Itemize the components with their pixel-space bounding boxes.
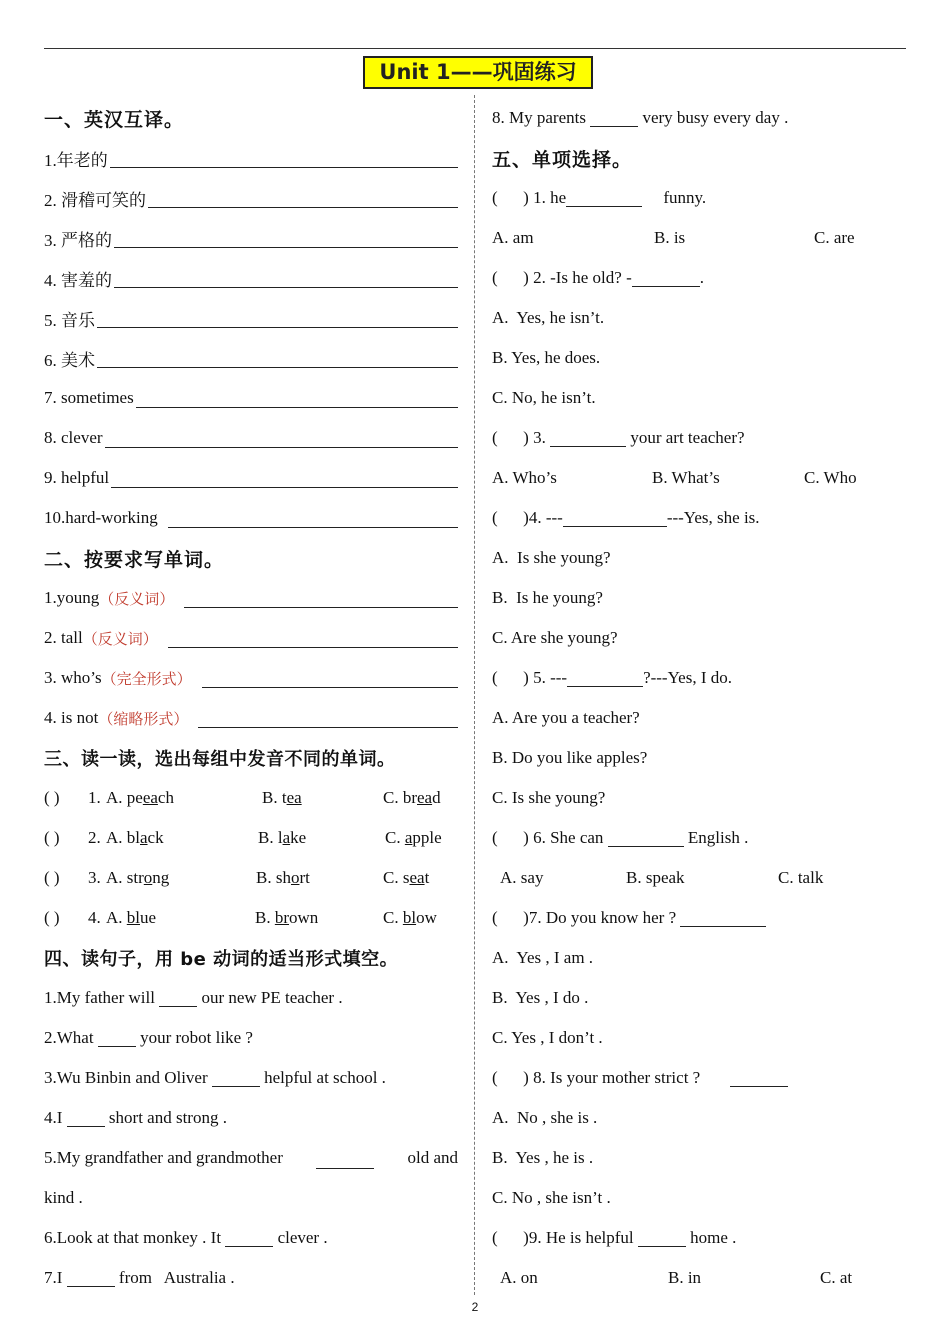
s4-item-6: 6.Look at that monkey . It clever . <box>44 1228 328 1247</box>
answer-line[interactable] <box>111 469 458 488</box>
s2-item-4: 4. is not （缩略形式） <box>44 698 458 738</box>
s5-q6: ( ) 6. She can English . <box>492 828 749 847</box>
s3-item-3: ( ) 3. A. strong B. short C. seat <box>44 868 430 887</box>
answer-line[interactable] <box>110 149 458 168</box>
s4-item-4: 4.I short and strong . <box>44 1108 227 1127</box>
s3-item-4: ( ) 4. A. blue B. brown C. blow <box>44 908 437 927</box>
s1-item-1: 1.年老的 <box>44 138 458 178</box>
answer-blank[interactable] <box>680 910 766 927</box>
s5-q8-c[interactable]: C. No , she isn’t . <box>492 1188 611 1207</box>
s5-q7-a[interactable]: A. Yes , I am . <box>492 948 594 967</box>
s2-item-3: 3. who’s （完全形式） <box>44 658 458 698</box>
s5-q2: ( ) 2. -Is he old? - . <box>492 268 704 287</box>
answer-blank[interactable] <box>98 1030 136 1047</box>
s4-item-1: 1.My father will our new PE teacher . <box>44 988 343 1007</box>
left-column <box>44 98 458 1298</box>
answer-blank[interactable] <box>212 1070 260 1087</box>
column-divider <box>474 95 475 1295</box>
s5-q4: ( ) 4. --- ---Yes, she is. <box>492 508 760 527</box>
option-c[interactable]: C. talk <box>778 868 824 887</box>
option-a[interactable]: A. Who’s <box>492 468 557 487</box>
answer-blank[interactable] <box>67 1110 105 1127</box>
s5-q5: ( ) 5. --- ?---Yes, I do. <box>492 668 732 687</box>
option-a[interactable]: A. am <box>492 228 534 247</box>
s5-q1: ( ) 1. he funny. <box>492 188 707 207</box>
s1-item-8: 8. clever <box>44 418 458 458</box>
s5-q7: ( ) 7. Do you know her ? <box>492 898 887 938</box>
option-c[interactable]: C. at <box>820 1268 853 1287</box>
answer-blank[interactable] <box>225 1230 273 1247</box>
answer-line[interactable] <box>114 229 458 248</box>
s5-q2-c[interactable]: C. No, he isn’t. <box>492 388 596 407</box>
answer-blank[interactable] <box>316 1152 374 1169</box>
s5-q7-c[interactable]: C. Yes , I don’t . <box>492 1028 603 1047</box>
s1-item-9: 9. helpful <box>44 458 458 498</box>
s5-q3: ( ) 3. your art teacher? <box>492 428 745 447</box>
s5-q5-a[interactable]: A. Are you a teacher? <box>492 708 640 727</box>
answer-line[interactable] <box>136 389 458 408</box>
answer-blank[interactable] <box>608 830 684 847</box>
s1-item-2: 2. 滑稽可笑的 <box>44 178 458 218</box>
answer-line[interactable] <box>168 509 458 528</box>
answer-line[interactable] <box>114 269 458 288</box>
answer-line[interactable] <box>202 669 458 688</box>
answer-line[interactable] <box>97 349 458 368</box>
s3-item-2: ( ) 2. A. black B. lake C. apple <box>44 828 442 847</box>
s1-item-6: 6. 美术 <box>44 338 458 378</box>
s1-item-4: 4. 害羞的 <box>44 258 458 298</box>
s5-q8-a[interactable]: A. No , she is . <box>492 1108 598 1127</box>
s5-q3-options <box>492 458 887 498</box>
answer-blank[interactable] <box>638 1230 686 1247</box>
answer-line[interactable] <box>148 189 458 208</box>
s5-q8-b[interactable]: B. Yes , he is . <box>492 1148 594 1167</box>
section4-heading: 四、读句子，用 be 动词的适当形式填空。 <box>44 949 399 970</box>
s5-q6-options <box>492 858 887 898</box>
option-c[interactable]: C. Who <box>804 468 857 487</box>
s4-item-8: 8. My parents very busy every day . <box>492 108 789 127</box>
answer-blank[interactable] <box>550 430 626 447</box>
s5-q9-options <box>492 1258 887 1298</box>
s5-q5-c[interactable]: C. Is she young? <box>492 788 606 807</box>
answer-blank[interactable] <box>632 270 700 287</box>
section2-heading: 二、按要求写单词。 <box>44 548 225 571</box>
s4-item-7: 7.I from Australia . <box>44 1268 235 1287</box>
section1-heading: 一、英汉互译。 <box>44 108 185 131</box>
section5-heading: 五、单项选择。 <box>492 148 633 171</box>
s5-q2-b[interactable]: B. Yes, he does. <box>492 348 601 367</box>
option-b[interactable]: B. is <box>654 228 686 247</box>
s2-item-1: 1.young （反义词） <box>44 578 458 618</box>
option-c[interactable]: C. are <box>814 228 855 247</box>
answer-line[interactable] <box>105 429 458 448</box>
s2-item-2: 2. tall （反义词） <box>44 618 458 658</box>
s5-q8: ( ) 8. Is your mother strict ? <box>492 1058 887 1098</box>
s5-q2-a[interactable]: A. Yes, he isn’t. <box>492 308 605 327</box>
answer-line[interactable] <box>168 629 458 648</box>
s5-q9: ( ) 9. He is helpful home . <box>492 1228 737 1247</box>
s1-item-5: 5. 音乐 <box>44 298 458 338</box>
answer-line[interactable] <box>97 309 458 328</box>
right-column <box>492 98 887 1298</box>
s1-item-3: 3. 严格的 <box>44 218 458 258</box>
s5-q5-b[interactable]: B. Do you like apples? <box>492 748 648 767</box>
answer-line[interactable] <box>184 589 458 608</box>
answer-blank[interactable] <box>67 1270 115 1287</box>
answer-blank[interactable] <box>563 510 667 527</box>
s5-q1-options <box>492 218 887 258</box>
option-a[interactable]: A. say <box>500 868 544 887</box>
answer-blank[interactable] <box>159 990 197 1007</box>
s4-item-5: 5.My grandfather and grandmother old and <box>44 1147 458 1167</box>
s1-item-10: 10.hard-working <box>44 498 458 538</box>
option-b[interactable]: B. in <box>668 1268 702 1287</box>
s5-q4-a[interactable]: A. Is she young? <box>492 548 611 567</box>
section3-heading: 三、读一读，选出每组中发音不同的单词。 <box>44 749 396 770</box>
s1-item-7: 7. sometimes <box>44 378 458 418</box>
s4-item-2: 2.What your robot like ? <box>44 1028 253 1047</box>
s4-item-5-cont: kind . <box>44 1188 83 1207</box>
answer-blank[interactable] <box>567 670 643 687</box>
option-a[interactable]: A. on <box>500 1268 538 1287</box>
option-b[interactable]: B. What’s <box>652 468 720 487</box>
page-title: Unit 1——巩固练习 <box>363 56 593 89</box>
top-rule <box>44 48 906 49</box>
page-number: 2 <box>471 1300 479 1314</box>
s3-item-1: ( ) 1. A. peeach B. tea C. bread <box>44 788 441 807</box>
s4-item-3: 3.Wu Binbin and Oliver helpful at school . <box>44 1068 386 1087</box>
answer-blank[interactable] <box>566 190 642 207</box>
answer-blank[interactable] <box>730 1070 788 1087</box>
answer-line[interactable] <box>198 709 458 728</box>
answer-blank[interactable] <box>590 110 638 127</box>
s5-q4-c[interactable]: C. Are she young? <box>492 628 618 647</box>
s5-q4-b[interactable]: B. Is he young? <box>492 588 603 607</box>
option-b[interactable]: B. speak <box>626 868 685 887</box>
s5-q7-b[interactable]: B. Yes , I do . <box>492 988 589 1007</box>
